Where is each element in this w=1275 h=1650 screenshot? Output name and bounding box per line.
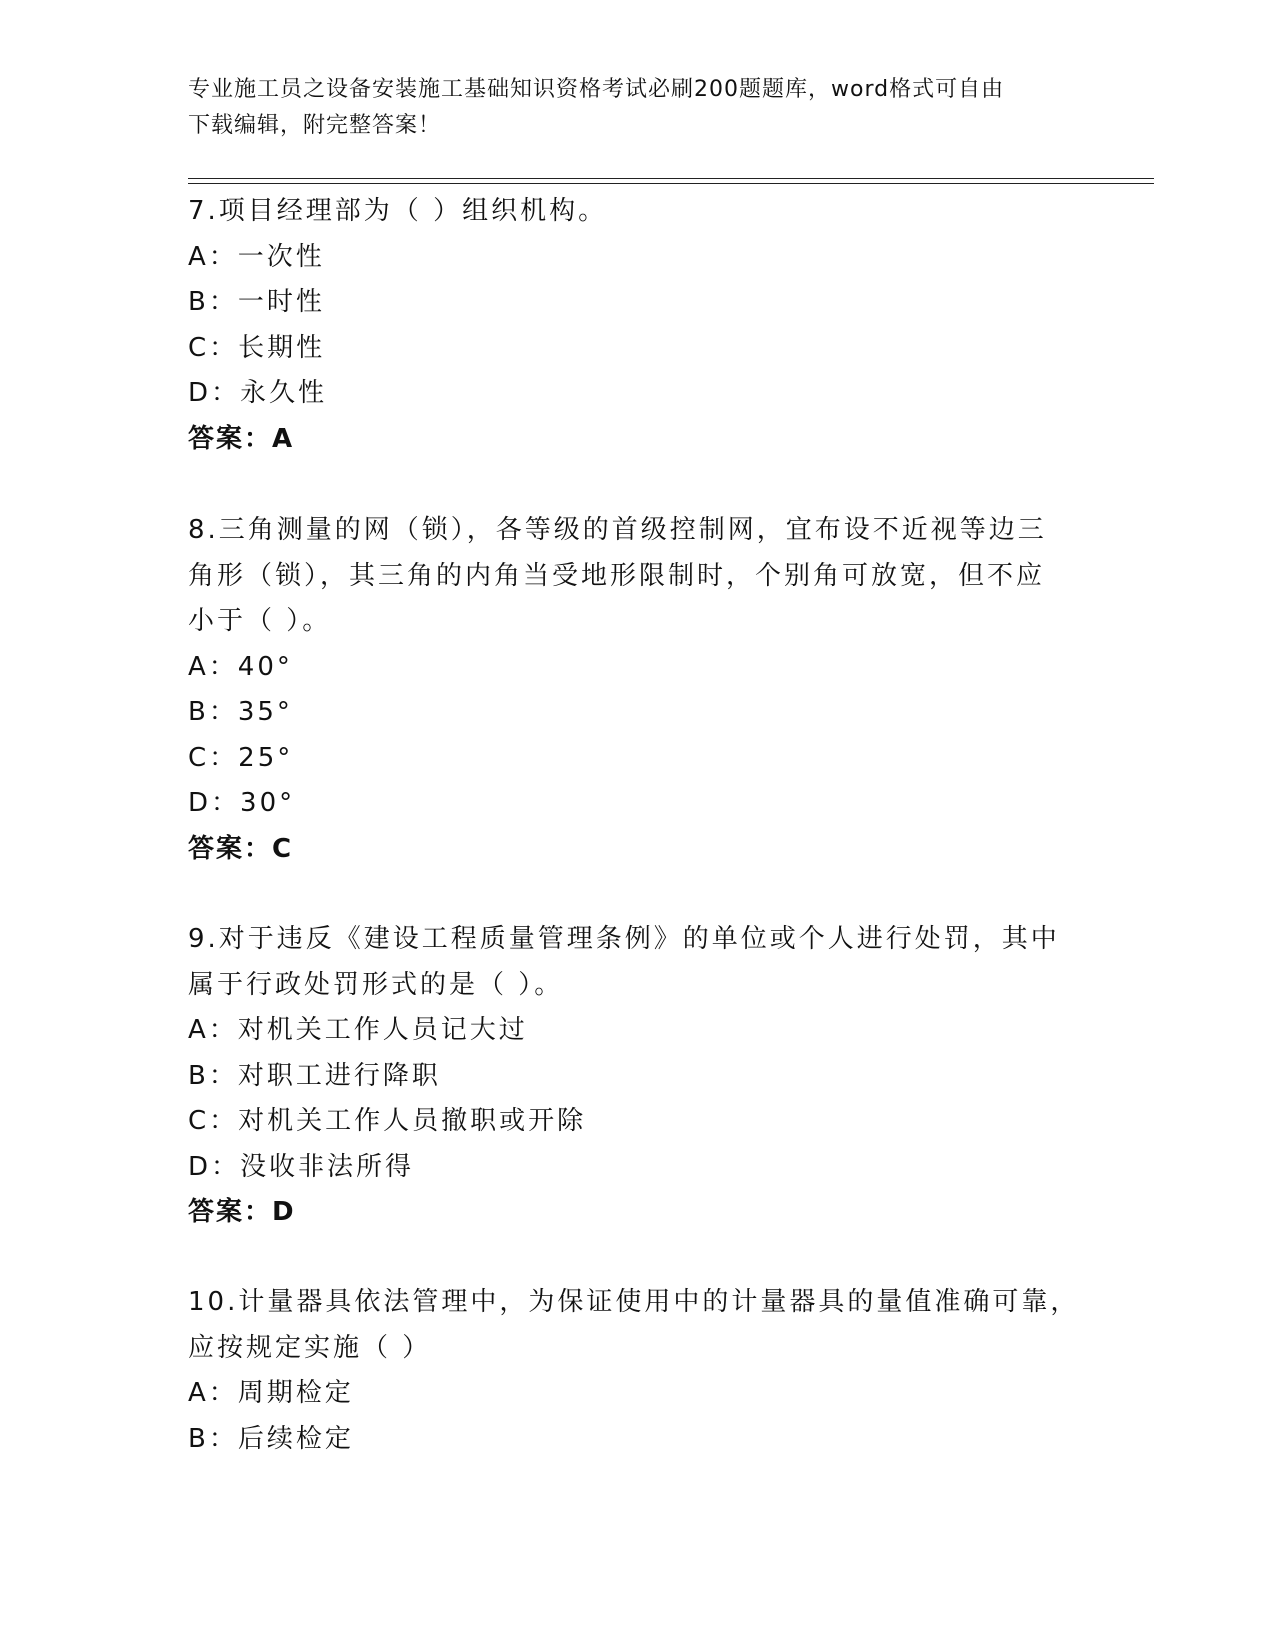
question-8 xyxy=(188,508,1068,872)
option-c: C：对机关工作人员撤职或开除 xyxy=(188,1106,587,1136)
option-a: A：40° xyxy=(188,651,293,682)
question-text: 属于行政处罚形式的是（ ）。 xyxy=(188,969,564,1000)
option-b: B：对职工进行降职 xyxy=(188,1060,441,1091)
question-text: 角形（锁），其三角的内角当受地形限制时，个别角可放宽，但不应 xyxy=(188,560,1046,591)
answer: 答案：C xyxy=(188,833,294,864)
option-a: A：周期检定 xyxy=(188,1378,354,1408)
option-a: A：对机关工作人员记大过 xyxy=(188,1015,528,1045)
question-text: 10.计量器具依法管理中，为保证使用中的计量器具的量值准确可靠， xyxy=(188,1287,1080,1317)
option-c: C：长期性 xyxy=(188,332,326,363)
option-d: D：30° xyxy=(188,788,296,818)
header-line-1: 专业施工员之设备安装施工基础知识资格考试必刷200题题库，word格式可自由 xyxy=(188,77,1005,102)
option-a: A：一次性 xyxy=(188,241,325,272)
question-9 xyxy=(188,917,1068,1236)
option-b: B：35° xyxy=(188,697,293,727)
question-text: 8.三角测量的网（锁），各等级的首级控制网，宜布设不近视等边三 xyxy=(188,515,1047,545)
document-header xyxy=(188,72,1068,144)
question-7 xyxy=(188,189,1068,462)
option-d: D：没收非法所得 xyxy=(188,1151,415,1182)
header-divider-top xyxy=(188,178,1154,179)
answer: 答案：D xyxy=(188,1197,296,1227)
option-d: D：永久性 xyxy=(188,378,328,408)
header-line-2: 下载编辑，附完整答案！ xyxy=(188,113,442,138)
option-b: B：一时性 xyxy=(188,287,325,317)
question-text: 9.对于违反《建设工程质量管理条例》的单位或个人进行处罚，其中 xyxy=(188,924,1060,954)
header-divider-bottom xyxy=(188,183,1154,184)
question-text: 小于（ ）。 xyxy=(188,606,332,636)
option-b: B：后续检定 xyxy=(188,1423,354,1454)
question-10 xyxy=(188,1280,1080,1462)
option-c: C：25° xyxy=(188,742,294,773)
question-text: 应按规定实施（ ） xyxy=(188,1332,432,1363)
answer: 答案：A xyxy=(188,423,295,454)
question-text: 7.项目经理部为（ ）组织机构。 xyxy=(188,196,608,226)
